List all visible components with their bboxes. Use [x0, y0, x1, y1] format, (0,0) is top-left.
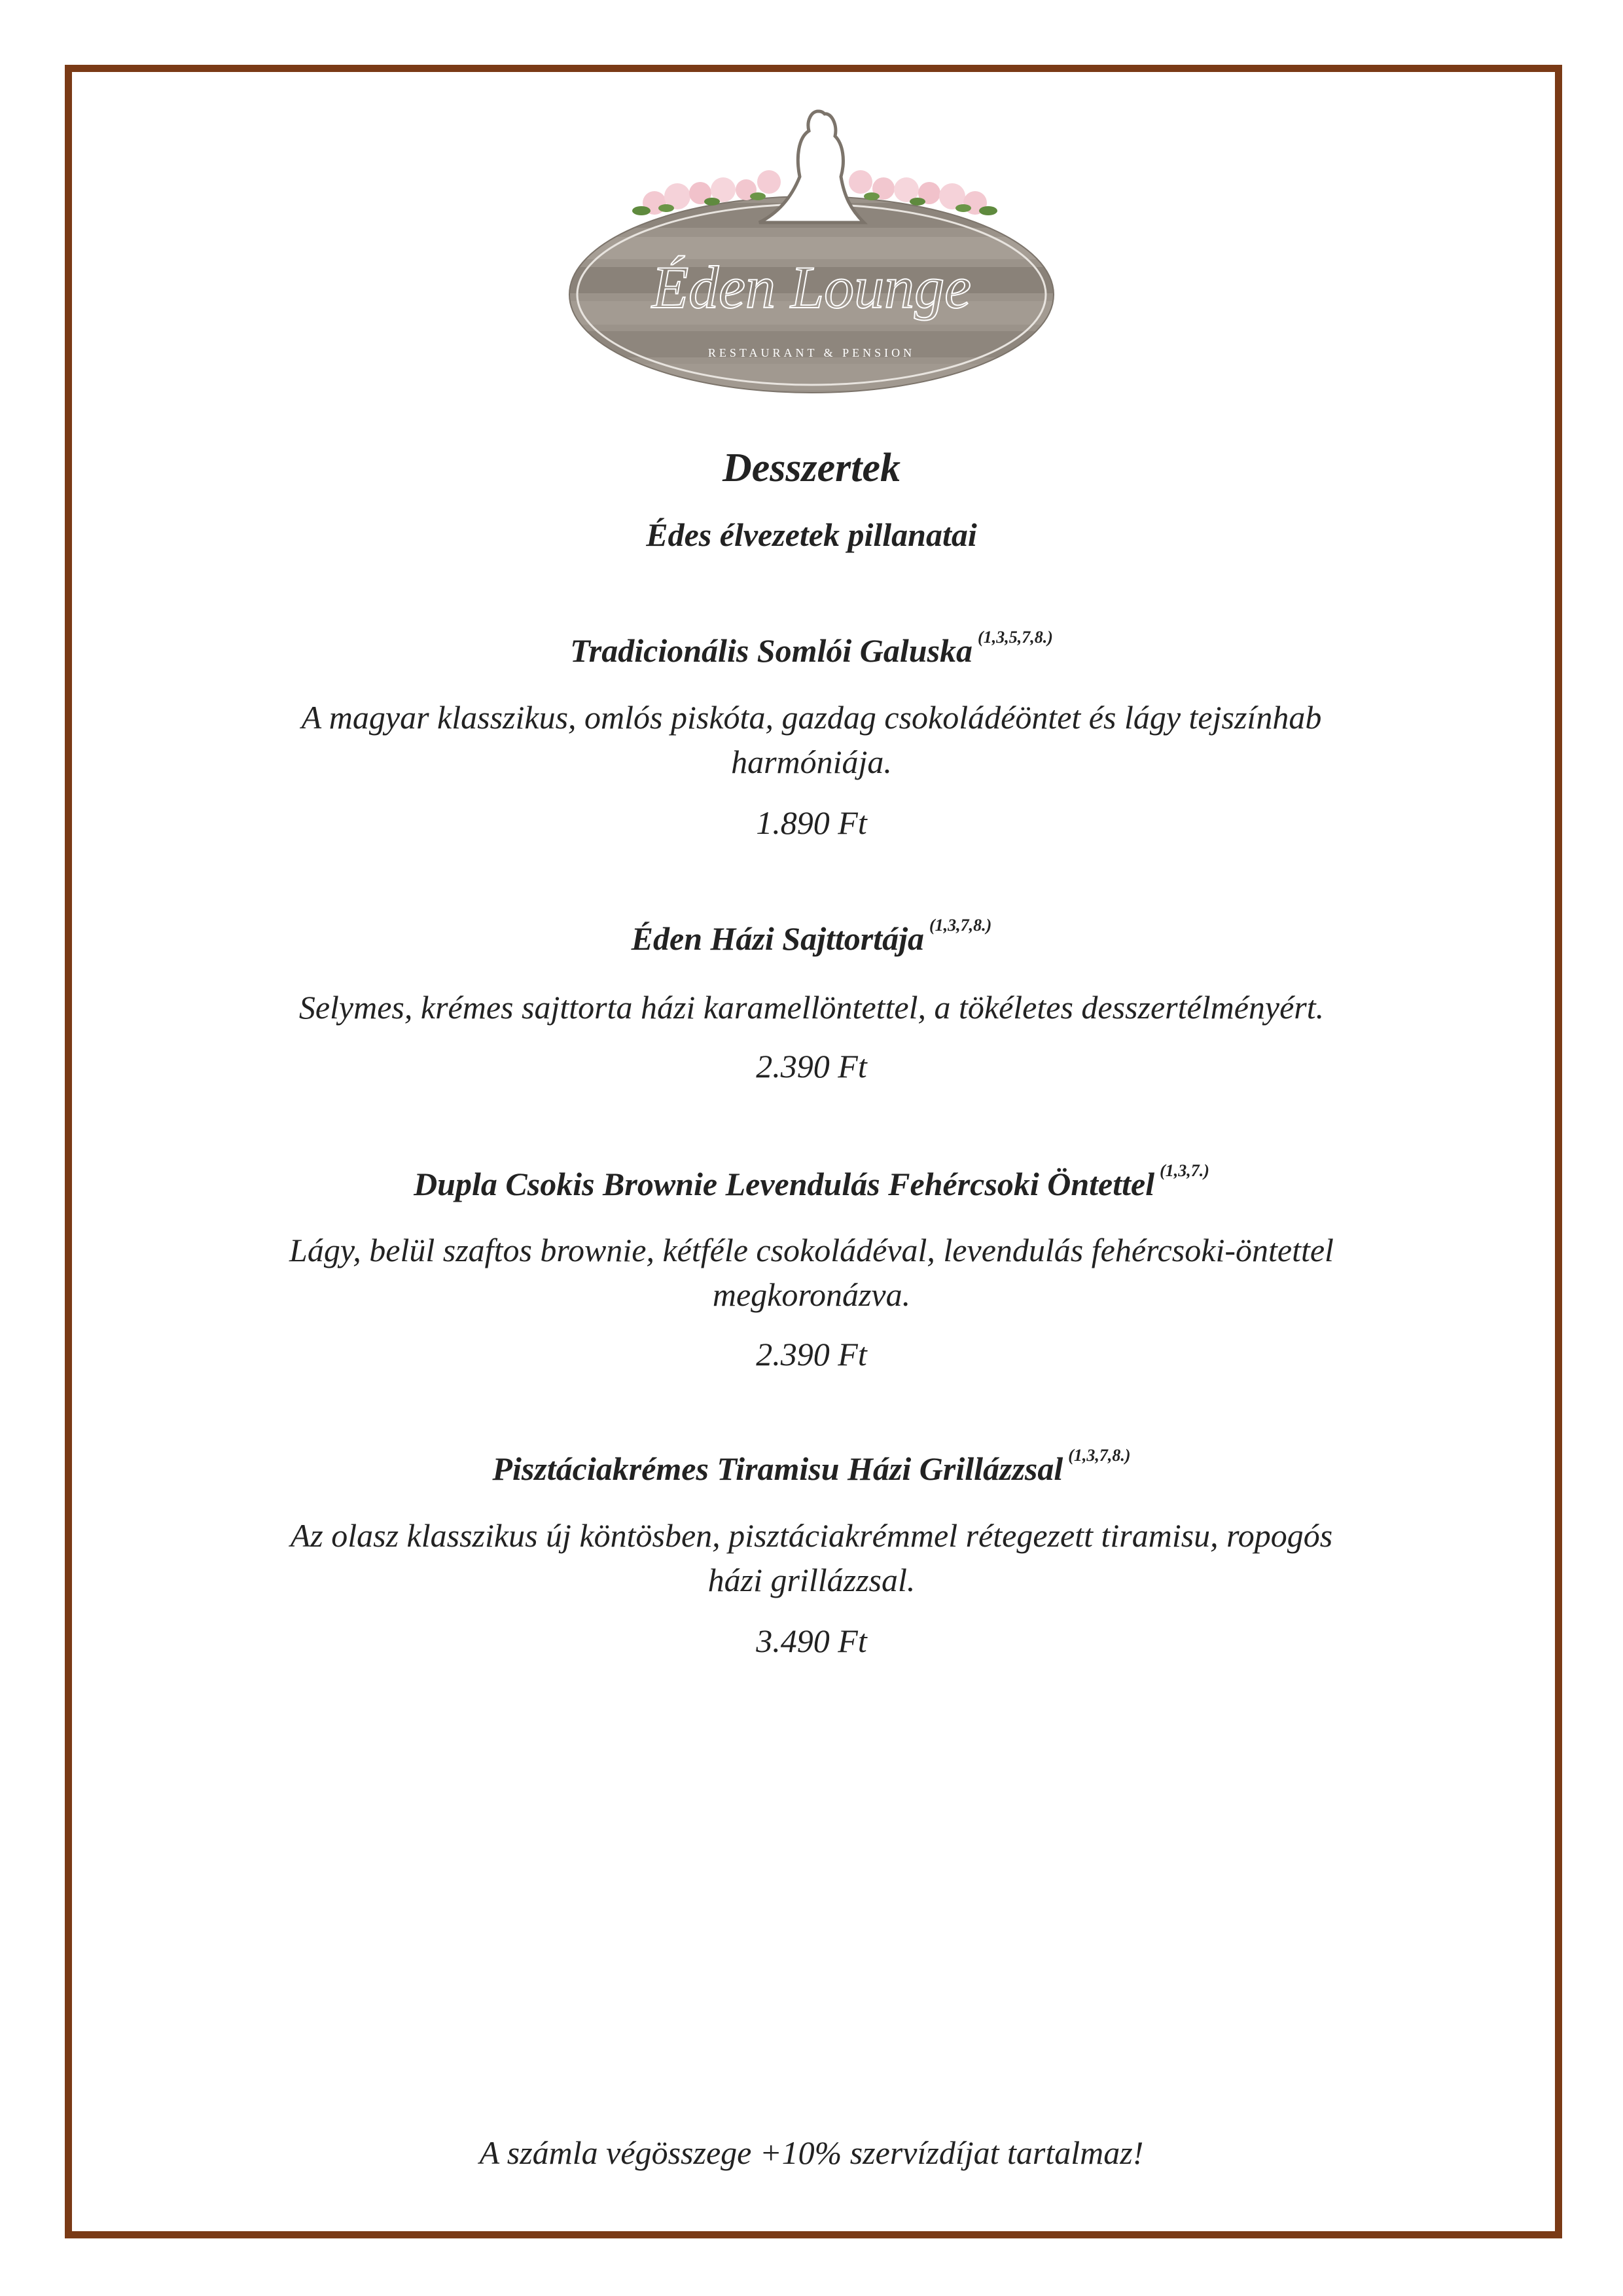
- menu-item-name: Éden Házi Sajttortája $^{(1,3,7,8.)}$: [631, 916, 992, 957]
- menu-item-price: 2.390 Ft: [756, 1048, 867, 1085]
- page-subtitle: Édes élvezetek pillanatai: [646, 516, 977, 553]
- allergen-codes: (1,3,7,8.): [1068, 1446, 1131, 1465]
- menu-item-name: Tradicionális Somlói Galuska $^{(1,3,5,7,8.)}$: [570, 628, 1053, 669]
- page-title: Desszertek: [722, 446, 901, 490]
- menu-item-price: 2.390 Ft: [756, 1336, 867, 1372]
- menu-item-price: 1.890 Ft: [756, 804, 867, 841]
- menu-item-description: Selymes, krémes sajttorta házi karamellöntettel, a tökéletes desszertélményért.: [298, 989, 1325, 1026]
- menu-item-description: Lágy, belül szaftos brownie, kétféle csokoládéval, levendulás fehércsoki-öntettel megkoronázva.: [289, 1232, 1334, 1313]
- menu-item-name: Dupla Csokis Brownie Levendulás Fehércsoki Öntettel $^{(1,3,7.)}$: [414, 1161, 1209, 1202]
- eden-lounge-logo: [563, 98, 1060, 399]
- menu-item-description: A magyar klasszikus, omlós piskóta, gazdag csokoládéöntet és lágy tejszínhab harmóniája.: [301, 699, 1322, 780]
- menu-item-price: 3.490 Ft: [756, 1623, 867, 1659]
- logo-tagline: RESTAURANT & PENSION: [707, 346, 916, 359]
- allergen-codes: (1,3,5,7,8.): [978, 628, 1053, 647]
- allergen-codes: (1,3,7.): [1160, 1161, 1209, 1180]
- menu-item-name: Pisztáciakrémes Tiramisu Házi Grillázzsal $^{(1,3,7,8.)}$: [492, 1446, 1131, 1487]
- logo-wordmark: Éden Lounge: [651, 254, 972, 321]
- menu-item-description: Az olasz klasszikus új köntösben, pisztáciakrémmel rétegezett tiramisu, ropogós házi grillázzsal.: [290, 1517, 1333, 1598]
- allergen-codes: (1,3,7,8.): [929, 916, 992, 935]
- service-charge-note: A számla végösszege +10% szervízdíjat tartalmaz!: [479, 2134, 1144, 2171]
